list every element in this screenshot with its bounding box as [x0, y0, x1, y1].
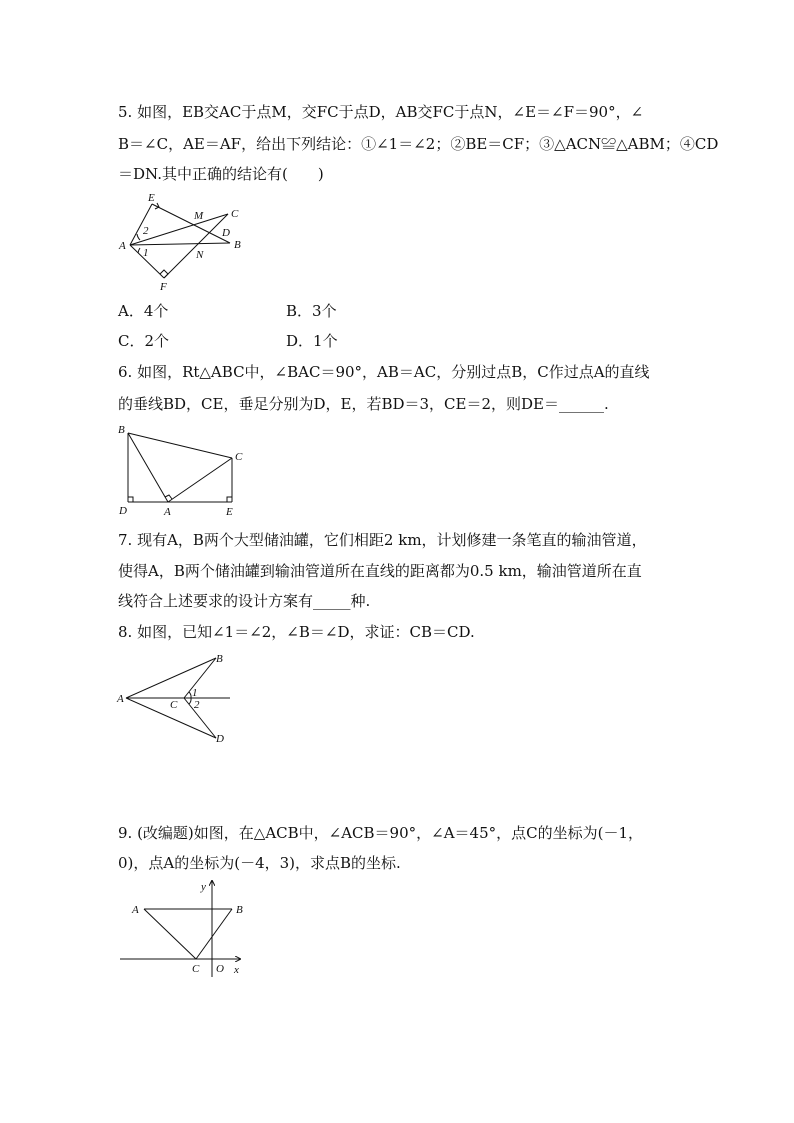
q5-line3: ＝DN.其中正确的结论有( )	[118, 165, 324, 183]
q7-line3: 线符合上述要求的设计方案有_____种.	[118, 592, 371, 610]
q5-label-B: B	[234, 239, 241, 251]
q6-label-A: A	[164, 506, 171, 518]
q5-label-C: C	[231, 208, 239, 220]
q6-line1: 6. 如图，Rt△ABC中，∠BAC＝90°，AB＝AC，分别过点B，C作过点A的直线	[118, 363, 650, 381]
q9-line2: 0)，点A的坐标为(－4，3)，求点B的坐标.	[118, 854, 401, 872]
q8-label-B: B	[216, 653, 223, 665]
q6-line2: 的垂线BD，CE，垂足分别为D，E，若BD＝3，CE＝2，则DE＝______.	[118, 395, 609, 413]
q6-label-C: C	[235, 451, 243, 463]
q9-label-A: A	[132, 904, 139, 916]
q8-label-angle1: 1	[192, 687, 198, 699]
q9-line1: 9. (改编题)如图，在△ACB中，∠ACB＝90°，∠A＝45°，点C的坐标为(－1，	[118, 824, 644, 842]
q5-label-angle2: 2	[143, 225, 149, 237]
q8-figure	[112, 648, 242, 752]
q9-label-y: y	[201, 881, 206, 893]
q9-label-C: C	[192, 963, 200, 975]
q6-figure	[112, 418, 252, 522]
q9-label-B: B	[236, 904, 243, 916]
q6-label-B: B	[118, 424, 125, 436]
q6-label-D: D	[119, 505, 127, 517]
q5-figure	[112, 190, 262, 299]
q5-label-F: F	[160, 281, 167, 293]
q5-option-b: B．3个	[286, 302, 337, 320]
q7-line1: 7. 现有A，B两个大型储油罐，它们相距2 km，计划修建一条笔直的输油管道，	[118, 531, 647, 549]
q7-line2: 使得A，B两个储油罐到输油管道所在直线的距离都为0.5 km，输油管道所在直	[118, 562, 642, 580]
q5-line1: 5. 如图，EB交AC于点M，交FC于点D，AB交FC于点N，∠E＝∠F＝90°，∠	[118, 103, 644, 121]
q5-option-a: A．4个	[118, 302, 169, 320]
q5-option-d: D．1个	[286, 332, 338, 350]
q8-label-D: D	[216, 733, 224, 745]
q8-line1: 8. 如图，已知∠1＝∠2，∠B＝∠D，求证：CB＝CD.	[118, 623, 475, 641]
q8-label-C: C	[170, 699, 178, 711]
q8-label-A: A	[117, 693, 124, 705]
q9-label-x: x	[234, 964, 239, 976]
q5-label-E: E	[148, 192, 155, 204]
q5-option-c: C．2个	[118, 332, 170, 350]
q5-label-N: N	[196, 249, 204, 261]
q6-label-E: E	[226, 506, 233, 518]
q5-line2: B＝∠C，AE＝AF，给出下列结论：①∠1＝∠2；②BE＝CF；③△ACN≌△ABM；④CD	[118, 135, 719, 153]
q5-label-D: D	[222, 227, 230, 239]
q9-label-O: O	[216, 963, 224, 975]
q5-label-M: M	[194, 210, 204, 222]
q8-label-angle2: 2	[194, 699, 200, 711]
q9-figure	[112, 875, 262, 984]
q5-label-angle1: 1	[143, 247, 149, 259]
q5-label-A: A	[119, 240, 126, 252]
